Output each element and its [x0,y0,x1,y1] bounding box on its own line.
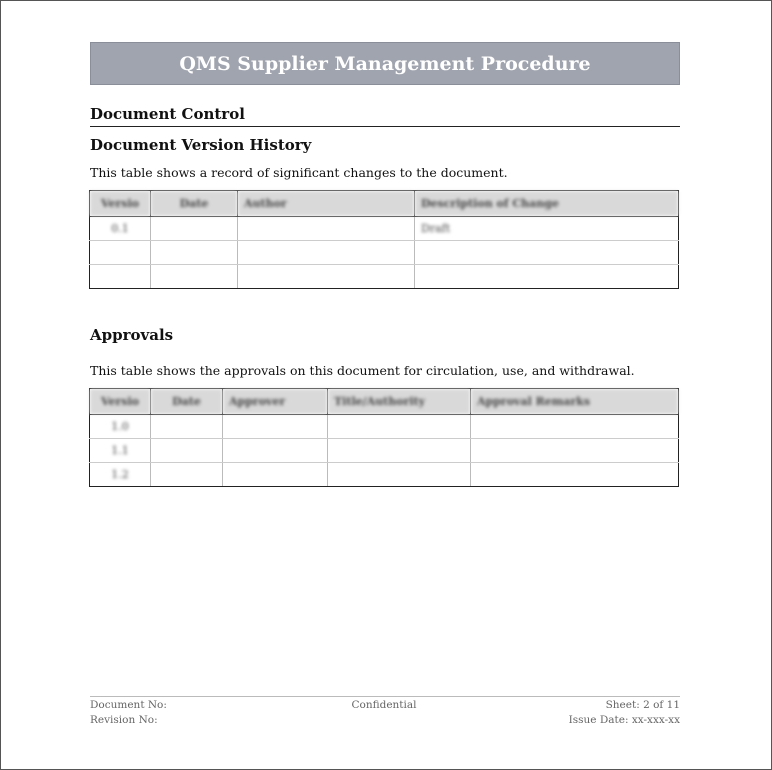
table-cell [238,241,415,265]
table-cell [238,265,415,289]
table-cell [471,415,679,439]
table-cell [223,463,328,487]
table-row [90,415,679,439]
table-cell [151,463,223,487]
table-cell: 1.1 [90,439,151,463]
table-cell [151,241,238,265]
table-row [90,217,679,241]
version-history-heading: Document Version History [90,136,312,154]
table-cell [471,463,679,487]
table-cell: 0.1 [90,217,151,241]
approvals-intro: This table shows the approvals on this document for circulation, use, and withdrawal. [90,363,635,378]
document-title: QMS Supplier Management Procedure [90,42,680,85]
approvals-heading: Approvals [90,326,174,344]
column-header: Description of Change [415,191,679,217]
footer-revision-no: Revision No: [90,714,158,726]
table-cell [223,439,328,463]
column-header: Versio [90,389,151,415]
column-header: Date [151,191,238,217]
column-header: Approver [223,389,328,415]
table-cell [471,439,679,463]
table-cell [328,439,471,463]
table-cell [223,415,328,439]
table-cell: 1.0 [90,415,151,439]
table-cell [151,415,223,439]
table-cell [328,415,471,439]
table-cell [415,265,679,289]
table-cell: Draft [415,217,679,241]
footer-divider [90,696,680,697]
column-header: Versio [90,191,151,217]
table-cell [151,439,223,463]
table-cell [151,217,238,241]
approvals-table [89,388,679,487]
column-header: Date [151,389,223,415]
table-row [90,463,679,487]
table-cell [90,241,151,265]
footer-confidential: Confidential [351,699,417,711]
table-cell [151,265,238,289]
section-divider [90,126,680,127]
table-cell [415,241,679,265]
column-header: Title/Authority [328,389,471,415]
footer-document-no: Document No: [90,699,167,711]
table-row [90,439,679,463]
table-row [90,265,679,289]
footer-sheet: Sheet: 2 of 11 [605,699,680,711]
footer-issue-date: Issue Date: xx-xxx-xx [568,714,680,726]
table-cell: 1.2 [90,463,151,487]
column-header: Author [238,191,415,217]
version-history-table [89,190,679,289]
table-cell [90,265,151,289]
version-history-intro: This table shows a record of significant changes to the document. [90,165,508,180]
table-cell [328,463,471,487]
table-cell [238,217,415,241]
table-row [90,241,679,265]
column-header: Approval Remarks [471,389,679,415]
section-heading: Document Control [90,105,245,123]
